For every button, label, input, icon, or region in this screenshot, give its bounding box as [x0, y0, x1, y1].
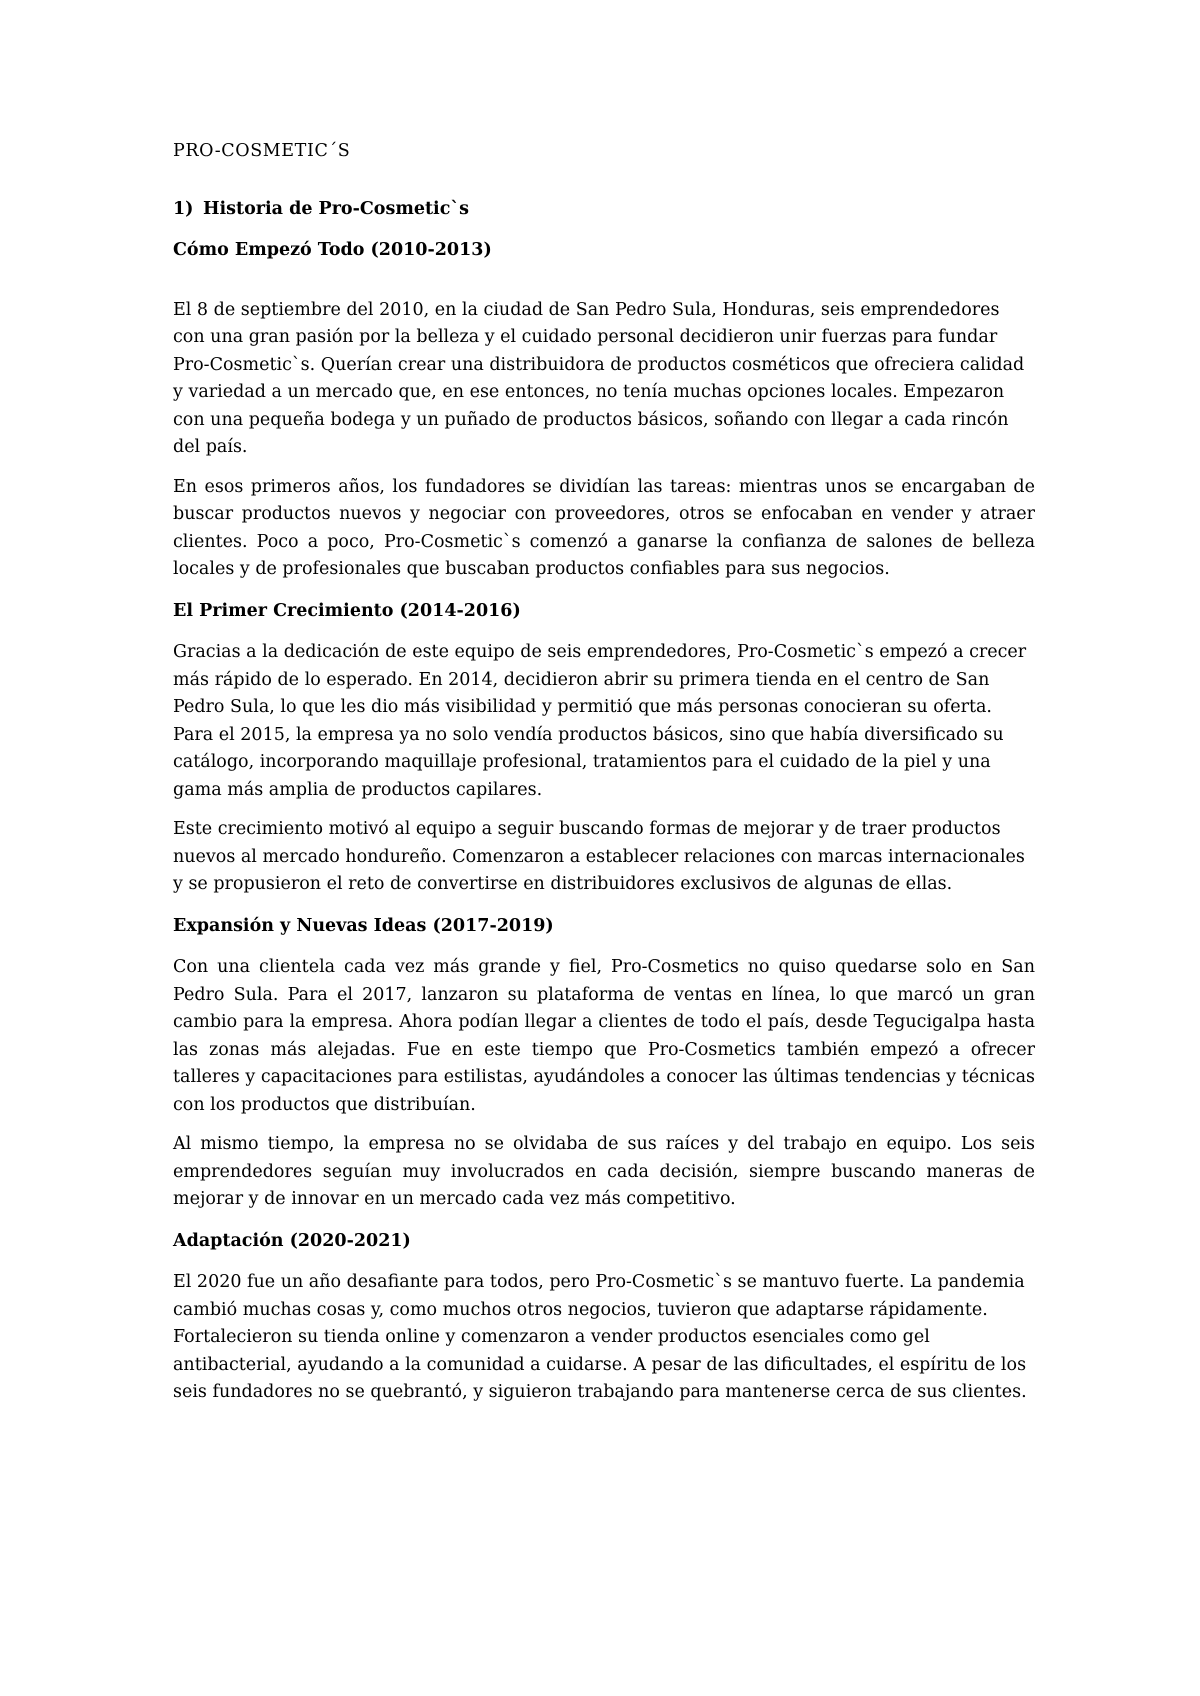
paragraph: Con una clientela cada vez más grande y fiel, Pro-Cosmetics no quiso quedarse solo en San Pedro Sula. Para el 2017, lanzaron su plataforma de ventas en línea, lo que marcó un gran cambio para la empresa. Ahora podían llegar a clientes de todo el país, desde Tegucigalpa hasta las zonas más alejadas. Fue en este tiempo que Pro-Cosmetics también empezó a ofrecer talleres y capacitaciones para estilistas, ayudándoles a conocer las últimas tendencias y técnicas con los productos que distribuían. [173, 957, 1035, 1115]
subsection-heading-expansion: Expansión y Nuevas Ideas (2017-2019) [173, 915, 554, 936]
section-number: 1) [173, 198, 194, 219]
paragraph: Este crecimiento motivó al equipo a seguir buscando formas de mejorar y de traer productos nuevos al mercado hondureño. Comenzaron a establecer relaciones con marcas internacionales y se propusieron el reto de convertirse en distribuidores exclusivos de algunas de ellas. [173, 819, 1025, 894]
document-title: PRO-COSMETIC´S [173, 141, 351, 161]
section-heading [173, 196, 1035, 224]
subsection-heading-first-growth: El Primer Crecimiento (2014-2016) [173, 600, 521, 621]
subsection-heading-origins: Cómo Empezó Todo (2010-2013) [173, 240, 492, 260]
paragraph: Gracias a la dedicación de este equipo de seis emprendedores, Pro-Cosmetic`s empezó a crecer más rápido de lo esperado. En 2014, decidieron abrir su primera tienda en el centro de San Pedro Sula, lo que les dio más visibilidad y permitió que más personas conocieran su oferta. Para el 2015, la empresa ya no solo vendía productos básicos, sino que había diversificado su catálogo, incorporando maquillaje profesional, tratamientos para el cuidado de la piel y una gama más amplia de productos capilares. [173, 642, 1027, 800]
section-title: Historia de Pro-Cosmetic`s [203, 198, 469, 219]
paragraph: En esos primeros años, los fundadores se dividían las tareas: mientras unos se encargaban de buscar productos nuevos y negociar con proveedores, otros se enfocaban en vender y atraer clientes. Poco a poco, Pro-Cosmetic`s comenzó a ganarse la confianza de salones de belleza locales y de profesionales que buscaban productos confiables para sus negocios. [173, 476, 1035, 579]
document-page [173, 138, 1035, 1419]
paragraph: El 8 de septiembre del 2010, en la ciudad de San Pedro Sula, Honduras, seis emprendedores con una gran pasión por la belleza y el cuidado personal decidieron unir fuerzas para fundar Pro-Cosmetic`s. Querían crear una distribuidora de productos cosméticos que ofreciera calidad y variedad a un mercado que, en ese entonces, no tenía muchas opciones locales. Empezaron con una pequeña bodega y un puñado de productos básicos, soñando con llegar a cada rincón del país. [173, 299, 1025, 457]
subsection-heading-adaptation: Adaptación (2020-2021) [173, 1230, 411, 1251]
paragraph: Al mismo tiempo, la empresa no se olvidaba de sus raíces y del trabajo en equipo. Los seis emprendedores seguían muy involucrados en cada decisión, siempre buscando maneras de mejorar y de innovar en un mercado cada vez más competitivo. [173, 1134, 1035, 1209]
paragraph: El 2020 fue un año desafiante para todos, pero Pro-Cosmetic`s se mantuvo fuerte. La pandemia cambió muchas cosas y, como muchos otros negocios, tuvieron que adaptarse rápidamente. Fortalecieron su tienda online y comenzaron a vender productos esenciales como gel antibacterial, ayudando a la comunidad a cuidarse. A pesar de las dificultades, el espíritu de los seis fundadores no se quebrantó, y siguieron trabajando para mantenerse cerca de sus clientes. [173, 1272, 1027, 1402]
